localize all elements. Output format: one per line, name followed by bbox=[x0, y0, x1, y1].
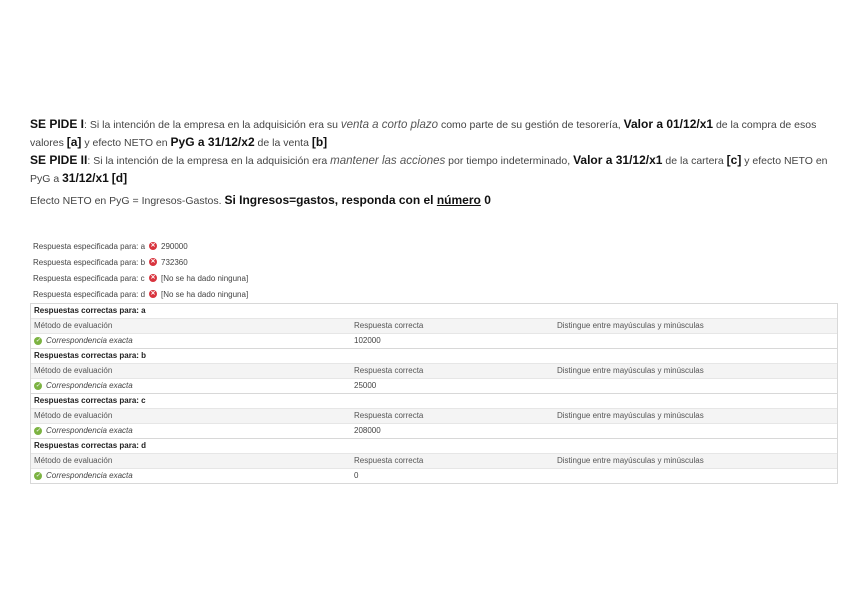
answer-row-c: Respuesta especificada para: c ✕ [No se ha dado ninguna] bbox=[33, 273, 249, 283]
answer-row-b: Respuesta especificada para: b ✕ 732360 bbox=[33, 257, 188, 267]
check-circle-icon: ✓ bbox=[35, 337, 41, 344]
answer-row-a: Respuesta especificada para: a ✕ 290000 bbox=[33, 241, 188, 251]
x-circle-icon: ✕ bbox=[150, 259, 156, 265]
x-circle-icon: ✕ bbox=[150, 275, 156, 281]
table-row: ✓ Correspondencia exacta 102000 bbox=[31, 333, 837, 348]
se-pide-ii: SE PIDE II: Si la intención de la empresa en la adquisición era mantener las acciones por tiempo indeterminado, Valor a 31/12/x1 de la cartera [c] y efecto NETO en PyG a 31/12/x1 [d] bbox=[30, 153, 828, 185]
table-row: ✓ Correspondencia exacta 208000 bbox=[31, 423, 837, 438]
given-answers bbox=[33, 238, 433, 302]
table-row: ✓ Correspondencia exacta 0 bbox=[31, 468, 837, 483]
check-circle-icon: ✓ bbox=[35, 472, 41, 479]
table-header-row: Método de evaluación Respuesta correcta Distingue entre mayúsculas y minúsculas bbox=[31, 318, 837, 333]
table-header-row: Método de evaluación Respuesta correcta Distingue entre mayúsculas y minúsculas bbox=[31, 408, 837, 423]
answer-row-d: Respuesta especificada para: d ✕ [No se ha dado ninguna] bbox=[33, 289, 249, 299]
correct-answers-table bbox=[30, 303, 838, 484]
table-header-row: Método de evaluación Respuesta correcta Distingue entre mayúsculas y minúsculas bbox=[31, 363, 837, 378]
section-title-b: Respuestas correctas para: b bbox=[31, 348, 837, 363]
x-circle-icon: ✕ bbox=[150, 291, 156, 297]
table-header-row: Método de evaluación Respuesta correcta Distingue entre mayúsculas y minúsculas bbox=[31, 453, 837, 468]
section-title-c: Respuestas correctas para: c bbox=[31, 393, 837, 408]
x-circle-icon: ✕ bbox=[150, 243, 156, 249]
section-title-a: Respuestas correctas para: a bbox=[31, 304, 837, 318]
check-circle-icon: ✓ bbox=[35, 427, 41, 434]
check-circle-icon: ✓ bbox=[35, 382, 41, 389]
se-pide-i: SE PIDE I: Si la intención de la empresa en la adquisición era su venta a corto plazo como parte de su gestión de tesorería, Valor a 01/12/x1 de la compra de esos valores [a] y efecto NETO en PyG a 31/12/x2 de la venta [b] bbox=[30, 117, 817, 149]
section-title-d: Respuestas correctas para: d bbox=[31, 438, 837, 453]
table-row: ✓ Correspondencia exacta 25000 bbox=[31, 378, 837, 393]
question-text bbox=[30, 116, 830, 188]
net-effect-note: Efecto NETO en PyG = Ingresos-Gastos. Si Ingresos=gastos, responda con el número 0 bbox=[30, 193, 491, 207]
